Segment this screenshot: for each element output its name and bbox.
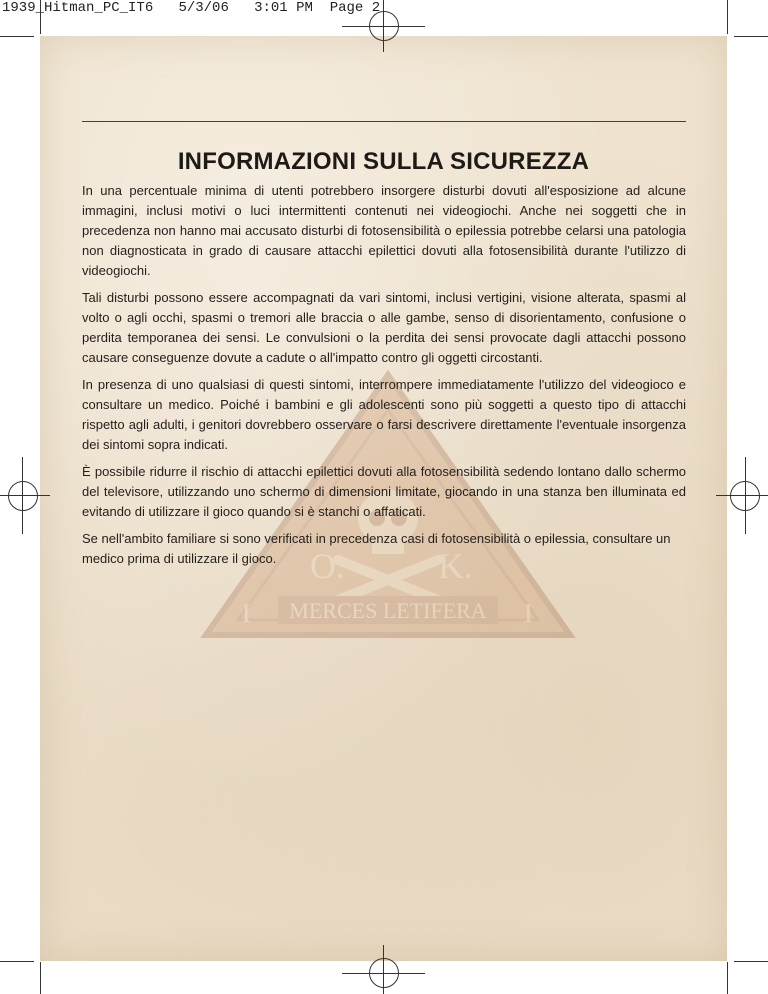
crop-mark [727, 962, 728, 994]
print-header [2, 0, 380, 16]
page-title: INFORMAZIONI SULLA SICUREZZA [177, 148, 590, 175]
safety-text [82, 181, 686, 576]
crop-mark [734, 961, 768, 962]
print-date: 5/3/06 [178, 0, 229, 16]
emblem-letter-right: K. [438, 546, 473, 586]
crop-mark [0, 36, 34, 37]
emblem-corner-left: I [242, 599, 251, 628]
paragraph: Tali disturbi possono essere accompagnati da vari sintomi, inclusi vertigini, visione alterata, spasmi al volto o agli occhi, spasmi o tremori alle braccia o alle gambe, senso di disorientamento, confusione o perdita temporanea dei sensi. Le convulsioni o la perdita dei sensi provocate dagli attacchi possono causare conseguenze dovute a cadute o all'impatto contro gli oggetti circostanti. [82, 290, 686, 365]
emblem-corner-right: I [524, 599, 533, 628]
paragraph: È possibile ridurre il rischio di attacchi epilettici dovuti alla fotosensibilità sedendo lontano dallo schermo del televisore, utilizzando uno schermo di dimensioni limitate, giocando in una stanza ben illuminata ed evitando di utilizzare il gioco quando si è stanchi o affaticati. [82, 464, 686, 519]
paragraph: In presenza di uno qualsiasi di questi sintomi, interrompere immediatamente l'utilizzo del videogioco e consultare un medico. Poiché i bambini e gli adolescenti sono più soggetti a questo tipo di attacchi rispetto agli adulti, i genitori dovrebbero osservare o farsi descrivere direttamente l'eventuale insorgenza dei sintomi sopra indicati. [82, 377, 686, 452]
crop-mark [0, 961, 34, 962]
emblem-banner-text: MERCES LETIFERA [289, 598, 487, 623]
print-file-name: 1939_Hitman_PC_IT6 [2, 0, 154, 16]
crop-mark [727, 0, 728, 34]
crop-mark [734, 36, 768, 37]
emblem-letter-left: O. [310, 546, 345, 586]
print-page: Page 2 [329, 0, 381, 16]
print-time: 3:01 PM [254, 0, 313, 16]
paragraph: Se nell'ambito familiare si sono verificati in precedenza casi di fotosensibilità o epilessia, consultare un medico prima di utilizzare il gioco. [82, 531, 671, 566]
header-rule [82, 121, 686, 122]
paragraph: In una percentuale minima di utenti potrebbero insorgere disturbi dovuti all'esposizione ad alcune immagini, inclusi motivi o luci intermittenti contenuti nei videogiochi. Anche nei soggetti che in precedenza non hanno mai accusato disturbi di fotosensibilità o epilessia potrebbe celarsi una patologia non diagnosticata in grado di causare attacchi epilettici dovuti alla fotosensibilità durante l'utilizzo di videogiochi. [82, 183, 686, 278]
crop-mark [40, 962, 41, 994]
